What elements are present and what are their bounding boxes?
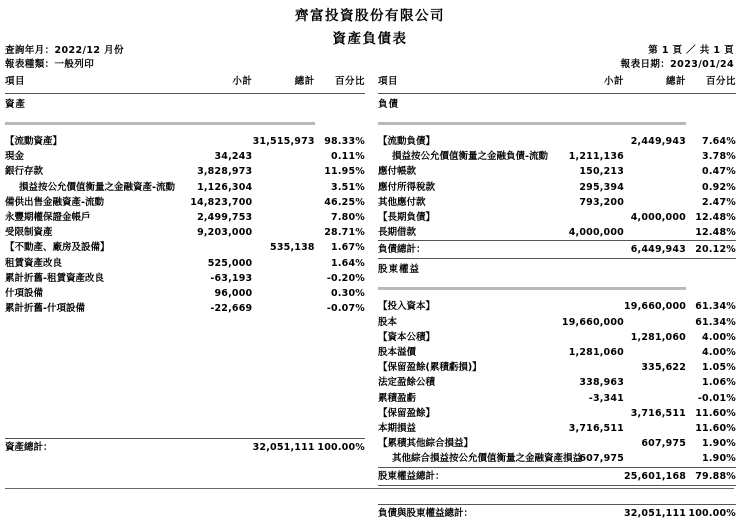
row-label: 銀行存款 [5, 166, 44, 178]
liabilities-equity-grand-total-value: 32,051,111 [624, 504, 686, 523]
row-percent: -0.20% [326, 272, 365, 284]
row-percent: 61.34% [695, 301, 736, 313]
row-percent: 1.64% [331, 257, 365, 269]
liabilities-equity-grand-total-label: 負債與股東權益總計： [378, 504, 554, 523]
report-meta-right [621, 44, 734, 72]
liabilities-section-title-row [378, 94, 736, 116]
row-total [624, 195, 686, 210]
table-row [378, 360, 736, 375]
table-row [378, 195, 736, 210]
table-row [378, 391, 736, 406]
row-label: 永豐期權保證金帳戶 [5, 212, 91, 224]
row-label-text: 損益按公允價值衡量之金融負債-流動 [392, 151, 548, 163]
row-total [252, 301, 314, 316]
table-row [378, 210, 736, 225]
column-header-percent: 百分比 [334, 76, 365, 87]
row-label: 【保留盈餘】 [378, 407, 436, 419]
assets-total-spacer-e [5, 352, 365, 361]
row-total [252, 225, 314, 240]
row-label: 【長期負債】 [378, 212, 436, 224]
row-label: 股本溢價 [378, 347, 417, 359]
equity-rows [378, 299, 736, 467]
assets-total-spacer-i [5, 388, 365, 397]
assets-total-spacer-k [5, 406, 365, 415]
row-subtotal: 14,823,700 [190, 196, 253, 208]
row-total [624, 225, 686, 241]
assets-section-title: 資產 [5, 99, 27, 110]
row-label: 長期借款 [378, 227, 417, 239]
row-total [252, 271, 314, 286]
row-total [624, 451, 686, 467]
column-header-item: 項目 [5, 76, 26, 87]
table-row [5, 210, 365, 225]
table-row [378, 451, 736, 467]
row-label: 備供出售金融資產-流動 [5, 196, 104, 208]
assets-total-spacer-d [5, 343, 365, 352]
row-subtotal [554, 134, 624, 149]
row-subtotal [554, 210, 624, 225]
row-subtotal [182, 240, 252, 255]
query-period: 查詢年月：2022/12 月份 [5, 45, 124, 56]
row-subtotal: 9,203,000 [197, 227, 253, 239]
row-subtotal [554, 406, 624, 421]
row-label-text: 其他綜合損益按公允價值衡量之金融資產損益 [392, 453, 583, 465]
table-row [378, 375, 736, 390]
table-row [5, 286, 365, 301]
row-percent: 3.78% [702, 151, 736, 163]
liabilities-total-percent: 20.12% [686, 241, 736, 259]
row-total [252, 164, 314, 179]
row-subtotal [182, 134, 252, 149]
assets-rows [5, 134, 365, 316]
row-label: 本期損益 [378, 423, 417, 435]
liabilities-total-body [378, 241, 736, 300]
assets-total-spacer-j [5, 397, 365, 406]
liabilities-section-rule [378, 115, 736, 124]
row-subtotal: 96,000 [214, 288, 253, 300]
row-label: 累積盈虧 [378, 392, 417, 404]
row-percent: 11.95% [324, 166, 365, 178]
assets-total-spacer-c [5, 334, 365, 343]
assets-section-title-row [5, 94, 365, 116]
page-number: 第 1 頁 ／ 共 1 頁 [648, 45, 734, 56]
assets-total-spacer-l [5, 415, 365, 424]
row-total [252, 286, 314, 301]
assets-total-body [5, 316, 365, 457]
row-percent: 1.90% [702, 453, 736, 465]
row-label: 【保留盈餘(累積虧損)】 [378, 362, 482, 374]
row-label: 【流動資產】 [5, 136, 63, 147]
assets-column [0, 74, 370, 523]
assets-grand-total-label: 資產總計： [5, 439, 182, 458]
assets-total-spacer-b [5, 325, 365, 334]
liabilities-equity-grand-total-percent: 100.00% [686, 504, 736, 523]
row-label: 累計折舊-什項設備 [5, 303, 85, 315]
row-percent: 28.71% [324, 227, 365, 239]
row-subtotal: 338,963 [579, 377, 624, 389]
equity-total-value: 25,601,168 [624, 467, 686, 485]
table-row [5, 149, 365, 164]
row-total [252, 256, 314, 271]
column-header-subtotal-right: 小計 [603, 76, 624, 87]
equity-section-rule [378, 280, 736, 289]
row-subtotal: 3,716,511 [568, 423, 624, 435]
row-label: 【累積其他綜合損益】 [378, 438, 474, 450]
row-total: 2,449,943 [630, 136, 686, 147]
assets-grand-total-percent: 100.00% [315, 439, 365, 458]
assets-body [5, 94, 365, 135]
row-label: 【不動產、廠房及設備】 [5, 242, 110, 254]
row-subtotal: 34,243 [214, 151, 253, 163]
liabilities-spacer [378, 124, 736, 135]
assets-spacer [5, 124, 365, 135]
row-label-text: 損益按公允價值衡量之金融資產-流動 [19, 181, 175, 193]
row-total [624, 164, 686, 179]
table-row [5, 195, 365, 210]
assets-total-spacer-m [5, 424, 365, 433]
table-row [378, 436, 736, 451]
row-subtotal [554, 436, 624, 451]
row-percent: -0.01% [697, 392, 736, 404]
equity-total-label: 股東權益總計： [378, 467, 554, 485]
row-total [624, 375, 686, 390]
row-percent: 1.90% [702, 438, 736, 450]
assets-total-spacer-g [5, 370, 365, 379]
row-subtotal: 150,213 [579, 166, 624, 178]
row-subtotal: -3,341 [588, 392, 624, 404]
row-subtotal: 525,000 [207, 257, 253, 269]
sheet-columns [0, 74, 740, 523]
row-subtotal: 3,828,973 [197, 166, 253, 178]
table-row [5, 180, 365, 195]
assets-grand-total-row [5, 439, 365, 458]
row-label: 【資本公積】 [378, 331, 436, 343]
row-percent: 4.00% [702, 347, 736, 359]
row-label [378, 451, 583, 467]
table-row [378, 406, 736, 421]
liabilities-equity-table [378, 74, 736, 523]
row-total [252, 195, 314, 210]
column-header-total: 總計 [294, 76, 315, 87]
row-subtotal: 607,975 [579, 453, 624, 465]
row-total: 19,660,000 [624, 301, 687, 313]
row-total: 3,716,511 [630, 407, 686, 419]
row-subtotal [554, 360, 624, 375]
assets-section-rule [5, 115, 365, 124]
row-total: 1,281,060 [630, 331, 686, 343]
table-row [378, 421, 736, 436]
row-label: 應付所得稅款 [378, 181, 436, 193]
row-total: 4,000,000 [630, 212, 686, 224]
row-percent: 1.06% [702, 377, 736, 389]
row-subtotal: 295,394 [579, 181, 624, 193]
row-percent: 7.80% [331, 212, 365, 224]
assets-total-spacer-f [5, 361, 365, 370]
row-label: 現金 [5, 151, 25, 163]
row-subtotal: 1,211,136 [568, 151, 624, 163]
row-percent: 2.47% [702, 196, 736, 208]
row-subtotal: 4,000,000 [568, 227, 624, 239]
equity-spacer [378, 289, 736, 300]
assets-total-spacer-a [5, 316, 365, 325]
row-label [5, 180, 182, 195]
row-percent: 0.11% [331, 151, 365, 163]
row-subtotal: 2,499,753 [197, 212, 253, 224]
table-row [5, 301, 365, 316]
row-label: 【投入資本】 [378, 301, 436, 313]
table-row [5, 134, 365, 149]
row-total [624, 315, 686, 330]
column-header-item-right: 項目 [378, 76, 399, 87]
report-meta-left [5, 44, 124, 72]
row-label: 股本 [378, 316, 398, 328]
table-row [378, 134, 736, 149]
table-row [378, 330, 736, 345]
assets-header-row [5, 74, 365, 90]
row-label: 累計折舊-租賃資產改良 [5, 272, 104, 284]
row-subtotal: 793,200 [579, 196, 624, 208]
equity-section-title: 股東權益 [378, 264, 421, 276]
equity-total-percent: 79.88% [686, 467, 736, 485]
table-row [5, 256, 365, 271]
row-percent: 0.30% [331, 288, 365, 300]
row-total: 335,622 [641, 362, 686, 374]
row-label: 應付帳款 [378, 166, 417, 178]
row-label: 受限制資產 [5, 227, 53, 239]
liability-rows [378, 134, 736, 241]
row-label: 租賃資產改良 [5, 257, 63, 269]
row-total [624, 345, 686, 360]
equity-section-title-row [378, 259, 736, 281]
row-percent: 46.25% [324, 196, 365, 208]
table-row [378, 225, 736, 241]
equity-grand-spacer-b [378, 495, 736, 505]
row-total [624, 180, 686, 195]
table-row [378, 180, 736, 195]
table-row [378, 315, 736, 330]
table-row [5, 164, 365, 179]
row-subtotal: 1,281,060 [568, 347, 624, 359]
report-kind: 報表種類：一般列印 [5, 59, 95, 70]
liabilities-equity-column [370, 74, 740, 523]
liabilities-total-value: 6,449,943 [624, 241, 686, 259]
table-row [378, 299, 736, 314]
company-title: 齊富投資股份有限公司 [295, 8, 445, 24]
page-bottom-rule [5, 488, 734, 489]
row-total [252, 149, 314, 164]
row-label: 法定盈餘公積 [378, 377, 436, 389]
row-percent: 1.67% [331, 242, 365, 254]
column-header-percent-right: 百分比 [705, 76, 736, 87]
row-label: 【流動負債】 [378, 136, 436, 147]
row-percent: 0.47% [702, 166, 736, 178]
report-date: 報表日期：2023/01/24 [620, 59, 734, 70]
row-percent: 12.48% [695, 227, 736, 239]
table-row [5, 225, 365, 240]
liabilities-total-row [378, 241, 736, 259]
row-percent: 98.33% [324, 136, 365, 147]
row-total [624, 391, 686, 406]
column-header-total-right: 總計 [665, 76, 686, 87]
table-row [5, 240, 365, 255]
equity-total-row [378, 467, 736, 485]
row-subtotal: 19,660,000 [561, 316, 624, 328]
row-subtotal [554, 330, 624, 345]
row-total: 31,515,973 [252, 136, 315, 147]
liabilities-header-row [378, 74, 736, 90]
row-total: 607,975 [641, 438, 686, 450]
row-total: 535,138 [270, 242, 315, 254]
row-percent: 12.48% [695, 212, 736, 224]
assets-total-spacer-h [5, 379, 365, 388]
row-percent: 7.64% [702, 136, 736, 147]
report-title: 資產負債表 [332, 31, 408, 48]
liabilities-section-title: 負債 [378, 99, 400, 110]
row-total [624, 421, 686, 436]
row-percent: 61.34% [695, 316, 736, 328]
column-header-subtotal: 小計 [232, 76, 253, 87]
row-subtotal [554, 299, 624, 314]
row-subtotal: -63,193 [210, 272, 253, 284]
row-percent: 11.60% [695, 407, 736, 419]
row-subtotal: 1,126,304 [197, 181, 253, 193]
liabilities-equity-grand-total-row [378, 504, 736, 523]
equity-grand-spacer-a [378, 485, 736, 495]
row-percent: 3.51% [331, 181, 365, 193]
assets-grand-total-value: 32,051,111 [252, 439, 314, 458]
table-row [378, 164, 736, 179]
row-percent: 1.05% [702, 362, 736, 374]
table-row [378, 149, 736, 164]
assets-table [5, 74, 365, 457]
table-row [5, 271, 365, 286]
liabilities-section-head [378, 94, 736, 135]
liabilities-total-label: 負債總計： [378, 241, 554, 259]
row-percent: 4.00% [702, 331, 736, 343]
row-percent: -0.07% [326, 303, 365, 315]
report-meta [0, 44, 740, 72]
table-row [378, 345, 736, 360]
row-total [252, 180, 314, 195]
row-subtotal: -22,669 [210, 303, 253, 315]
row-label [378, 149, 554, 164]
row-total [252, 210, 314, 225]
row-percent: 11.60% [695, 423, 736, 435]
row-label: 其他應付款 [378, 196, 426, 208]
row-percent: 0.92% [702, 181, 736, 193]
row-total [624, 149, 686, 164]
row-label: 什項設備 [5, 288, 44, 300]
